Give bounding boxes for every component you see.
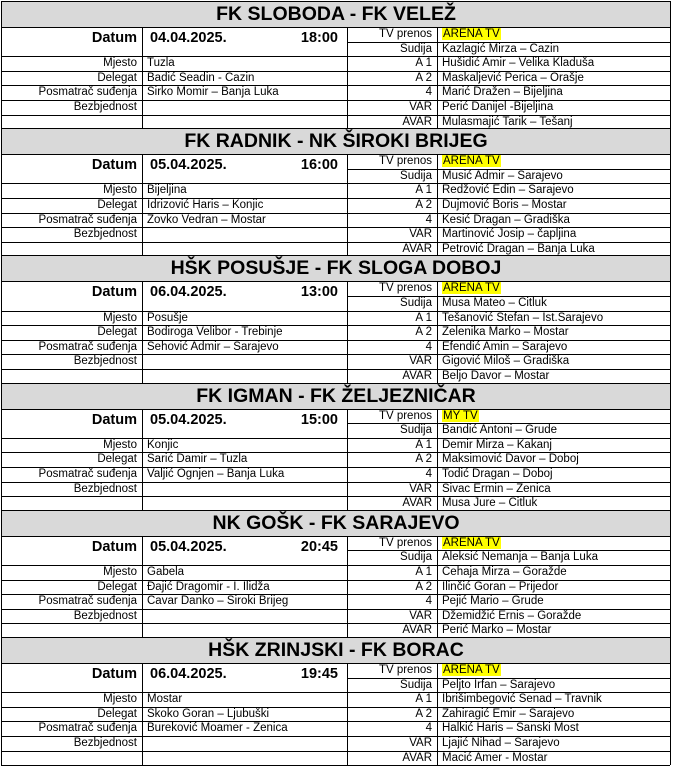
official-delegat: Bodiroga Velibor - Trebinje bbox=[147, 326, 283, 339]
official-posmatrac: Valjić Ognjen – Banja Luka bbox=[147, 467, 285, 480]
posmatrac-label: Posmatrač suđenja bbox=[38, 467, 137, 480]
grid-line bbox=[142, 154, 143, 183]
match-date: 04.04.2025. bbox=[150, 30, 227, 46]
official-bezbjednost bbox=[142, 736, 347, 751]
a1-label: A 1 bbox=[415, 565, 432, 578]
tv-channel-cell bbox=[437, 154, 669, 169]
official-delegat: Badić Seadin - Cazin bbox=[147, 71, 255, 84]
a1-label: A 1 bbox=[415, 57, 432, 70]
match-date: 06.04.2025. bbox=[150, 666, 227, 682]
official-a2: Zelenika Marko – Mostar bbox=[442, 326, 569, 339]
match-title: FK SLOBODA - FK VELEŽ bbox=[1, 1, 671, 28]
official-a1: Ćehaja Mirza – Goražde bbox=[442, 565, 567, 578]
fourth-label: 4 bbox=[425, 467, 432, 480]
grid-line bbox=[670, 663, 671, 765]
official-var: Perić Danijel -Bijeljina bbox=[442, 101, 554, 113]
official-a1: Redžović Edin – Sarajevo bbox=[442, 184, 574, 197]
match-time: 13:00 bbox=[300, 284, 338, 301]
fourth-label: 4 bbox=[425, 340, 432, 353]
sudija-label: Sudija bbox=[400, 551, 432, 564]
a2-label: A 2 bbox=[415, 326, 432, 339]
match-block bbox=[1, 637, 671, 763]
sudija-label: Sudija bbox=[400, 42, 432, 55]
fourth-label: 4 bbox=[425, 213, 432, 226]
avar-label: AVAR bbox=[402, 624, 432, 637]
match-date: 05.04.2025. bbox=[150, 411, 227, 428]
tv-channel: ARENA TV bbox=[443, 282, 500, 295]
official-a2: Maskaljević Perica – Orašje bbox=[442, 71, 584, 84]
official-var: Sivac Ermin – Zenica bbox=[442, 482, 551, 495]
sudija-label: Sudija bbox=[400, 169, 432, 182]
official-sudija: Aleksić Nemanja – Banja Luka bbox=[442, 551, 598, 564]
a2-label: A 2 bbox=[415, 453, 432, 466]
datum-label: Datum bbox=[91, 284, 137, 301]
official-a1: Ibrišimbegović Senad – Travnik bbox=[442, 693, 602, 706]
official-a1: Tešanović Stefan – Ist.Sarajevo bbox=[442, 311, 604, 324]
grid-line bbox=[1, 369, 347, 370]
official-bezbjednost bbox=[142, 482, 347, 497]
posmatrac-label: Posmatrač suđenja bbox=[38, 595, 137, 608]
bezbjednost-label: Bezbjednost bbox=[73, 228, 137, 241]
official-posmatrac: Šehović Admir – Sarajevo bbox=[147, 340, 279, 353]
delegat-label: Delegat bbox=[97, 71, 137, 84]
tv-channel-cell bbox=[437, 663, 669, 678]
posmatrac-label: Posmatrač suđenja bbox=[38, 340, 137, 353]
official-mjesto: Posušje bbox=[147, 311, 188, 324]
match-time: 19:45 bbox=[300, 666, 338, 682]
official-avar: Perić Marko – Mostar bbox=[442, 624, 552, 637]
official-sudija: Bandić Antoni – Grude bbox=[442, 424, 558, 437]
match-title: HŠK ZRINJSKI - FK BORAC bbox=[1, 637, 671, 664]
grid-line bbox=[142, 663, 143, 692]
grid-line bbox=[1, 751, 347, 752]
tv-channel: ARENA TV bbox=[443, 664, 500, 676]
match-block bbox=[1, 383, 671, 509]
match-title: FK RADNIK - NK ŠIROKI BRIJEG bbox=[1, 128, 671, 155]
datum-label: Datum bbox=[91, 538, 137, 555]
var-label: VAR bbox=[409, 482, 432, 495]
bezbjednost-label: Bezbjednost bbox=[73, 482, 137, 495]
official-a1: Hušidić Amir – Velika Kladuša bbox=[442, 57, 595, 70]
official-fourth: Todić Dragan – Doboj bbox=[442, 467, 553, 480]
official-posmatrac: Širko Momir – Banja Luka bbox=[147, 86, 279, 99]
grid-line bbox=[1, 623, 347, 624]
avar-label: AVAR bbox=[402, 751, 432, 764]
official-posmatrac: Čavar Danko – Široki Brijeg bbox=[147, 595, 289, 608]
match-block bbox=[1, 510, 671, 636]
avar-label: AVAR bbox=[402, 369, 432, 382]
official-a2: Ilinčić Goran – Prijedor bbox=[442, 580, 559, 593]
official-mjesto: Tuzla bbox=[147, 57, 175, 70]
official-fourth: Pejić Mario – Grude bbox=[442, 595, 544, 608]
mjesto-label: Mjesto bbox=[103, 565, 137, 578]
bezbjednost-label: Bezbjednost bbox=[73, 737, 137, 749]
datum-label: Datum bbox=[91, 666, 137, 682]
mjesto-label: Mjesto bbox=[103, 311, 137, 324]
fourth-label: 4 bbox=[425, 595, 432, 608]
official-a1: Demir Mirza – Kakanj bbox=[442, 438, 552, 451]
official-delegat: Đajić Dragomir - I. Ilidža bbox=[147, 580, 270, 593]
bezbjednost-label: Bezbjednost bbox=[73, 355, 137, 368]
avar-label: AVAR bbox=[402, 497, 432, 510]
grid-line bbox=[1, 242, 347, 243]
grid-line bbox=[142, 409, 143, 438]
official-bezbjednost bbox=[142, 100, 347, 115]
official-mjesto: Konjic bbox=[147, 438, 179, 451]
datum-label: Datum bbox=[91, 30, 137, 46]
match-block bbox=[1, 128, 671, 254]
grid-line bbox=[670, 154, 671, 256]
official-avar: Mulasmajić Tarik – Tešanj bbox=[442, 115, 573, 128]
grid-line bbox=[670, 281, 671, 383]
official-mjesto: Bijeljina bbox=[147, 184, 187, 197]
a1-label: A 1 bbox=[415, 311, 432, 324]
match-time: 15:00 bbox=[300, 411, 338, 428]
posmatrac-label: Posmatrač suđenja bbox=[38, 213, 137, 226]
var-label: VAR bbox=[409, 737, 432, 749]
official-avar: Macić Amer - Mostar bbox=[442, 751, 548, 764]
tv-label: TV prenos bbox=[378, 155, 432, 168]
official-posmatrac: Bureković Moamer - Zenica bbox=[147, 722, 288, 735]
match-title: FK IGMAN - FK ŽELJEZNIČAR bbox=[1, 383, 671, 410]
official-sudija: Kazlagić Mirza – Cazin bbox=[442, 42, 559, 55]
tv-channel: ARENA TV bbox=[443, 155, 500, 168]
delegat-label: Delegat bbox=[97, 580, 137, 593]
mjesto-label: Mjesto bbox=[103, 57, 137, 70]
grid-line bbox=[670, 536, 671, 638]
official-fourth: Efendić Amin – Sarajevo bbox=[442, 340, 568, 353]
official-a2: Maksimović Davor – Doboj bbox=[442, 453, 579, 466]
grid-line bbox=[1, 115, 347, 116]
official-delegat: Šarić Damir – Tuzla bbox=[147, 453, 248, 466]
posmatrac-label: Posmatrač suđenja bbox=[38, 86, 137, 99]
official-var: Gigović Miloš – Gradiška bbox=[442, 355, 570, 368]
official-bezbjednost bbox=[142, 609, 347, 624]
posmatrac-label: Posmatrač suđenja bbox=[38, 722, 137, 735]
match-time: 16:00 bbox=[300, 157, 338, 174]
a2-label: A 2 bbox=[415, 71, 432, 84]
delegat-label: Delegat bbox=[97, 198, 137, 211]
official-bezbjednost bbox=[142, 227, 347, 242]
mjesto-label: Mjesto bbox=[103, 184, 137, 197]
bezbjednost-label: Bezbjednost bbox=[73, 609, 137, 622]
fourth-label: 4 bbox=[425, 86, 432, 99]
sudija-label: Sudija bbox=[400, 678, 432, 691]
avar-label: AVAR bbox=[402, 242, 432, 255]
bezbjednost-label: Bezbjednost bbox=[73, 101, 137, 113]
tv-channel: ARENA TV bbox=[443, 28, 500, 40]
grid-line bbox=[142, 27, 143, 56]
sudija-label: Sudija bbox=[400, 424, 432, 437]
tv-label: TV prenos bbox=[378, 28, 432, 40]
fourth-label: 4 bbox=[425, 722, 432, 735]
tv-label: TV prenos bbox=[378, 536, 432, 549]
datum-label: Datum bbox=[91, 157, 137, 174]
tv-channel: ARENA TV bbox=[443, 536, 500, 549]
a1-label: A 1 bbox=[415, 693, 432, 706]
datum-label: Datum bbox=[91, 411, 137, 428]
a2-label: A 2 bbox=[415, 707, 432, 720]
var-label: VAR bbox=[409, 101, 432, 113]
sudija-label: Sudija bbox=[400, 296, 432, 309]
match-time: 20:45 bbox=[300, 538, 338, 555]
match-date: 05.04.2025. bbox=[150, 538, 227, 555]
official-bezbjednost bbox=[142, 354, 347, 369]
a2-label: A 2 bbox=[415, 580, 432, 593]
tv-channel: MY TV bbox=[443, 409, 478, 422]
official-var: Martinović Josip – čapljina bbox=[442, 228, 577, 241]
official-a2: Dujmović Boris – Mostar bbox=[442, 198, 567, 211]
official-fourth: Marić Dražen – Bijeljina bbox=[442, 86, 563, 99]
avar-label: AVAR bbox=[402, 115, 432, 128]
official-delegat: Idrizović Haris – Konjic bbox=[147, 198, 264, 211]
tv-channel-cell bbox=[437, 27, 669, 42]
var-label: VAR bbox=[409, 609, 432, 622]
official-var: Džemidžić Ernis – Goražde bbox=[442, 609, 582, 622]
mjesto-label: Mjesto bbox=[103, 693, 137, 706]
official-delegat: Skoko Goran – Ljubuški bbox=[147, 707, 270, 720]
mjesto-label: Mjesto bbox=[103, 438, 137, 451]
match-block bbox=[1, 1, 671, 127]
grid-line bbox=[1, 496, 347, 497]
grid-line bbox=[670, 409, 671, 511]
grid-line bbox=[670, 27, 671, 129]
official-posmatrac: Zovko Vedran – Mostar bbox=[147, 213, 266, 226]
delegat-label: Delegat bbox=[97, 326, 137, 339]
a1-label: A 1 bbox=[415, 438, 432, 451]
match-title: HŠK POSUŠJE - FK SLOGA DOBOJ bbox=[1, 255, 671, 282]
official-sudija: Peljto Irfan – Sarajevo bbox=[442, 678, 556, 691]
tv-channel-cell bbox=[437, 536, 669, 551]
official-sudija: Musić Admir – Sarajevo bbox=[442, 169, 563, 182]
a1-label: A 1 bbox=[415, 184, 432, 197]
grid-line bbox=[142, 281, 143, 310]
tv-label: TV prenos bbox=[378, 409, 432, 422]
tv-label: TV prenos bbox=[378, 282, 432, 295]
official-avar: Petrović Dragan – Banja Luka bbox=[442, 242, 595, 255]
official-avar: Beljo Davor – Mostar bbox=[442, 369, 550, 382]
var-label: VAR bbox=[409, 228, 432, 241]
official-mjesto: Gabela bbox=[147, 565, 185, 578]
match-title: NK GOŠK - FK SARAJEVO bbox=[1, 510, 671, 537]
tv-channel-cell bbox=[437, 409, 669, 424]
var-label: VAR bbox=[409, 355, 432, 368]
match-block bbox=[1, 255, 671, 381]
official-mjesto: Mostar bbox=[147, 693, 183, 706]
official-fourth: Halkić Haris – Sanski Most bbox=[442, 722, 579, 735]
grid-line bbox=[142, 536, 143, 565]
tv-channel-cell bbox=[437, 281, 669, 296]
official-avar: Musa Jure – Čitluk bbox=[442, 497, 538, 510]
delegat-label: Delegat bbox=[97, 707, 137, 720]
match-time: 18:00 bbox=[300, 30, 338, 46]
official-sudija: Musa Mateo – Čitluk bbox=[442, 296, 547, 309]
match-date: 06.04.2025. bbox=[150, 284, 227, 301]
delegat-label: Delegat bbox=[97, 453, 137, 466]
official-fourth: Kesić Dragan – Gradiška bbox=[442, 213, 570, 226]
match-date: 05.04.2025. bbox=[150, 157, 227, 174]
a2-label: A 2 bbox=[415, 198, 432, 211]
official-var: Ljajić Nihad – Sarajevo bbox=[442, 737, 560, 749]
tv-label: TV prenos bbox=[378, 664, 432, 676]
official-a2: Zahiragić Emir – Sarajevo bbox=[442, 707, 575, 720]
